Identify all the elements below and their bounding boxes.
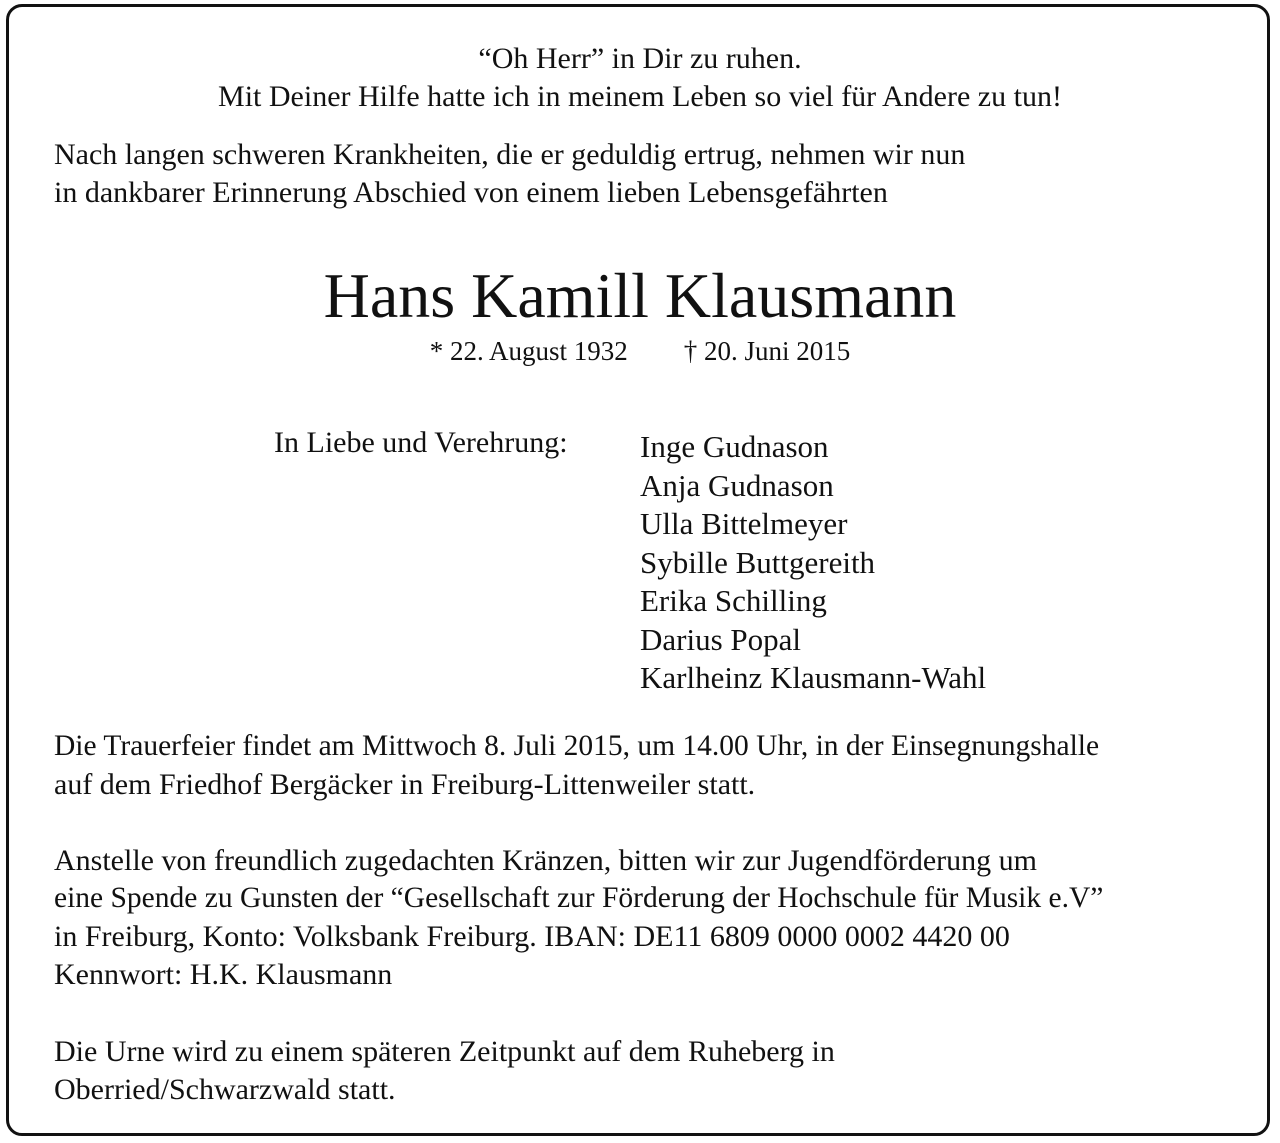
urn-line-2: Oberried/Schwarzwald statt. <box>54 1073 396 1106</box>
urn-line-1: Die Urne wird zu einem späteren Zeitpunkt auf dem Ruheberg in <box>54 1035 835 1068</box>
donation-line-1: Anstelle von freundlich zugedachten Kränzen, bitten wir zur Jugendförderung um <box>54 844 1037 877</box>
deceased-name: Hans Kamill Klausmann <box>323 260 957 331</box>
life-dates <box>0 338 1280 365</box>
mourner-name: Karlheinz Klausmann-Wahl <box>640 660 987 695</box>
birth-date: * 22. August 1932 <box>429 336 628 366</box>
motto-line-2: Mit Deiner Hilfe hatte ich in meinem Leben so viel für Andere zu tun! <box>218 80 1062 113</box>
funeral-line-1: Die Trauerfeier findet am Mittwoch 8. Juli 2015, um 14.00 Uhr, in der Einsegnungshalle <box>54 730 1100 762</box>
mourner-name: Darius Popal <box>640 621 802 657</box>
mourner-name: Erika Schilling <box>640 583 827 618</box>
death-date: † 20. Juni 2015 <box>683 336 851 366</box>
donation-line-3: in Freiburg, Konto: Volksbank Freiburg. IBAN: DE11 6809 0000 0002 4420 00 <box>54 920 1010 953</box>
donation-line-2: eine Spende zu Gunsten der “Gesellschaft zur Förderung der Hochschule für Musik e.V” <box>54 882 1104 914</box>
mourner-name: Inge Gudnason <box>640 429 829 464</box>
mourner-name: Ulla Bittelmeyer <box>640 506 848 541</box>
mourners-label: In Liebe und Verehrung: <box>274 426 568 459</box>
intro-line-1: Nach langen schweren Krankheiten, die er geduldig ertrug, nehmen wir nun <box>54 138 966 171</box>
motto-line-1: “Oh Herr” in Dir zu ruhen. <box>478 42 802 75</box>
donation-line-4: Kennwort: H.K. Klausmann <box>54 958 393 991</box>
mourners-list <box>640 428 986 698</box>
intro-line-2: in dankbarer Erinnerung Abschied von einem lieben Lebensgefährten <box>54 176 888 209</box>
mourner-name: Anja Gudnason <box>640 467 834 503</box>
mourner-name: Sybille Buttgereith <box>640 544 876 580</box>
funeral-line-2: auf dem Friedhof Bergäcker in Freiburg-Littenweiler statt. <box>54 768 756 801</box>
